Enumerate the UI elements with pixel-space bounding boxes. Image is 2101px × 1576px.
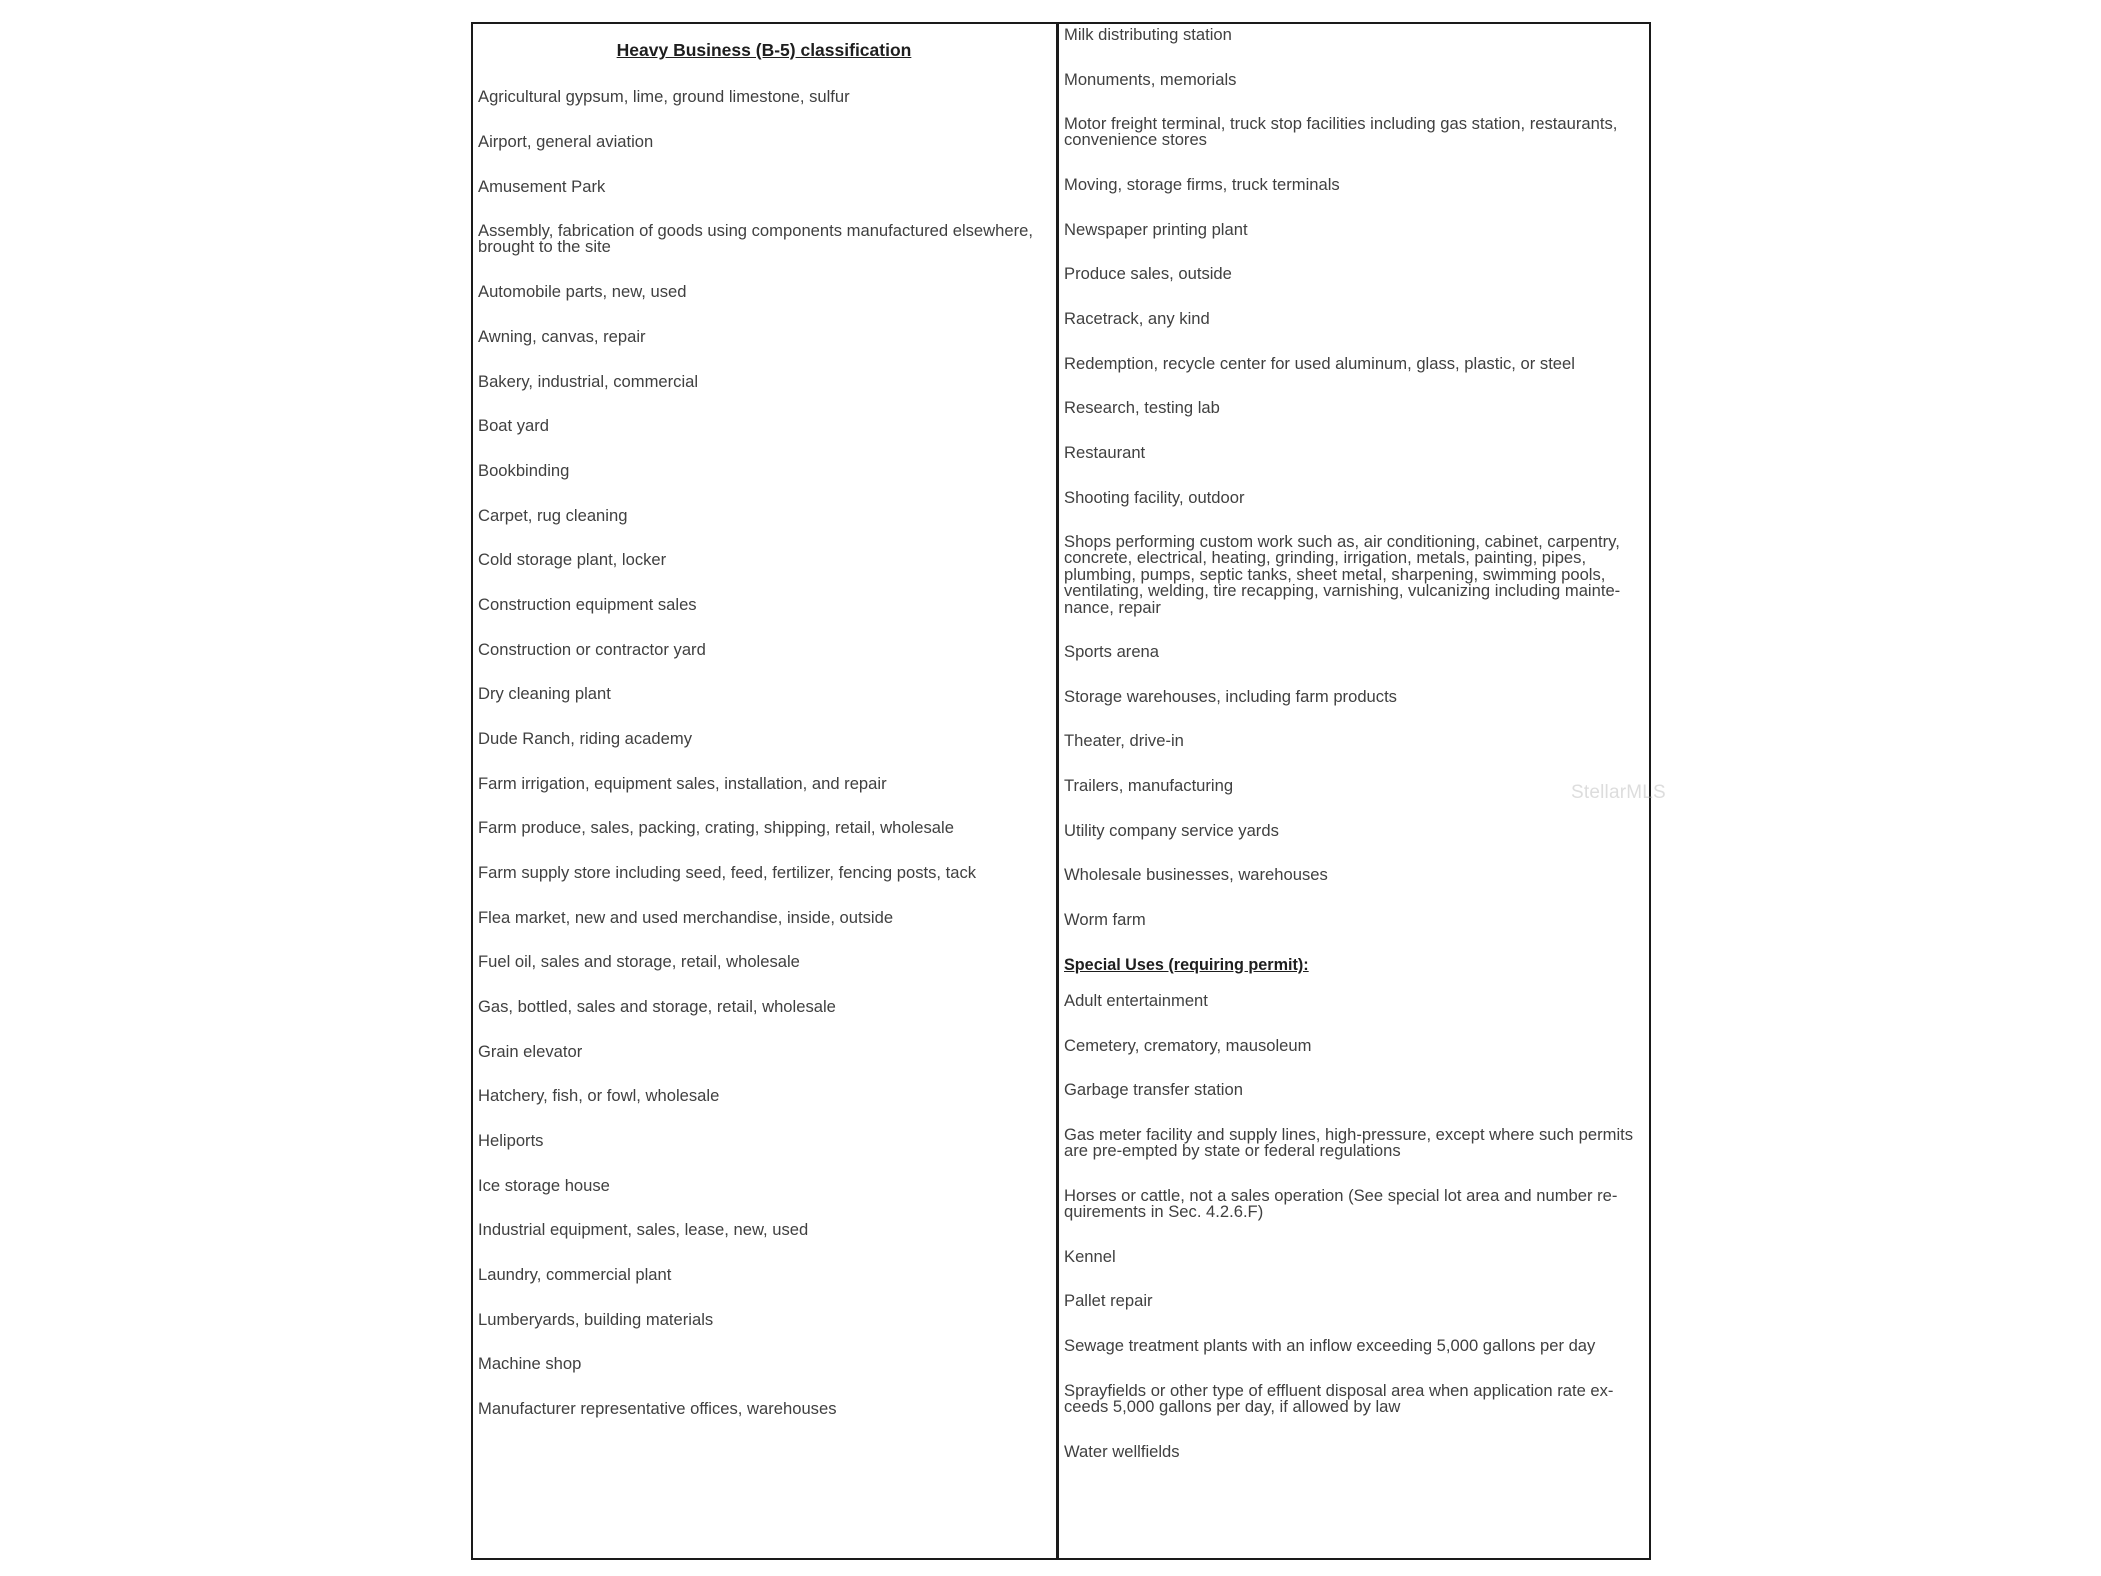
list-item: Bookbinding	[478, 461, 570, 480]
list-item: Sprayfields or other type of effluent disposal area when application rate ex-ceeds 5,000 gallons per day, if allowed by law	[1064, 1381, 1614, 1417]
list-item: Laundry, commercial plant	[478, 1265, 672, 1284]
list-item: Farm produce, sales, packing, crating, shipping, retail, wholesale	[478, 818, 954, 837]
list-item: Fuel oil, sales and storage, retail, wholesale	[478, 952, 800, 971]
list-item: Motor freight terminal, truck stop facilities including gas station, restaurants, convenience stores	[1064, 114, 1618, 150]
list-item: Sports arena	[1064, 642, 1160, 661]
list-item: Redemption, recycle center for used aluminum, glass, plastic, or steel	[1064, 354, 1575, 373]
list-item: Construction equipment sales	[478, 595, 697, 614]
list-item: Utility company service yards	[1064, 821, 1279, 840]
list-item: Lumberyards, building materials	[478, 1310, 714, 1329]
list-item: Machine shop	[478, 1354, 582, 1373]
list-item: Newspaper printing plant	[1064, 220, 1248, 239]
list-item: Industrial equipment, sales, lease, new, used	[478, 1220, 809, 1239]
list-item: Monuments, memorials	[1064, 70, 1237, 89]
list-item: Bakery, industrial, commercial	[478, 372, 699, 391]
list-item: Moving, storage firms, truck terminals	[1064, 175, 1340, 194]
list-item: Cold storage plant, locker	[478, 550, 667, 569]
list-item: Pallet repair	[1064, 1291, 1153, 1310]
list-item: Heliports	[478, 1131, 544, 1150]
list-item: Trailers, manufacturing	[1064, 776, 1234, 795]
list-item: Kennel	[1064, 1247, 1116, 1266]
list-item: Awning, canvas, repair	[478, 327, 646, 346]
list-item: Worm farm	[1064, 910, 1146, 929]
list-item: Shooting facility, outdoor	[1064, 488, 1245, 507]
column-divider	[1056, 22, 1059, 1560]
list-item: Farm supply store including seed, feed, fertilizer, fencing posts, tack	[478, 863, 977, 882]
list-item: Ice storage house	[478, 1176, 610, 1195]
list-item: Automobile parts, new, used	[478, 282, 687, 301]
list-item: Assembly, fabrication of goods using components manufactured elsewhere, brought to the site	[478, 221, 1033, 257]
special-uses-heading: Special Uses (requiring permit):	[1064, 956, 1309, 974]
list-item: Sewage treatment plants with an inflow exceeding 5,000 gallons per day	[1064, 1336, 1596, 1355]
list-item: Cemetery, crematory, mausoleum	[1064, 1036, 1312, 1055]
list-item: Amusement Park	[478, 177, 606, 196]
page-title: Heavy Business (B-5) classification	[616, 40, 912, 60]
list-item: Adult entertainment	[1064, 991, 1208, 1010]
list-item: Theater, drive-in	[1064, 731, 1184, 750]
list-item: Dude Ranch, riding academy	[478, 729, 692, 748]
list-item: Racetrack, any kind	[1064, 309, 1210, 328]
list-item: Manufacturer representative offices, warehouses	[478, 1399, 837, 1418]
list-item: Shops performing custom work such as, air conditioning, cabinet, carpentry, concrete, electrical, heating, grinding, irrigation, metals, painting, pipes, plumbing, pumps, septic tanks, sheet metal, sharpening, swimming pools, ventilating, welding, tire recapping, varnishing, vulcanizing including mainte-nance, repair	[1064, 532, 1621, 617]
list-item: Agricultural gypsum, lime, ground limestone, sulfur	[478, 87, 850, 106]
list-item: Storage warehouses, including farm products	[1064, 687, 1397, 706]
list-item: Dry cleaning plant	[478, 684, 611, 703]
list-item: Produce sales, outside	[1064, 264, 1232, 283]
list-item: Airport, general aviation	[478, 132, 654, 151]
list-item: Gas, bottled, sales and storage, retail, wholesale	[478, 997, 836, 1016]
list-item: Water wellfields	[1064, 1442, 1180, 1461]
list-item: Carpet, rug cleaning	[478, 506, 628, 525]
list-item: Wholesale businesses, warehouses	[1064, 865, 1328, 884]
list-item: Milk distributing station	[1064, 25, 1232, 44]
list-item: Garbage transfer station	[1064, 1080, 1243, 1099]
list-item: Research, testing lab	[1064, 398, 1220, 417]
list-item: Grain elevator	[478, 1042, 583, 1061]
list-item: Restaurant	[1064, 443, 1146, 462]
list-item: Boat yard	[478, 416, 550, 435]
list-item: Construction or contractor yard	[478, 640, 706, 659]
list-item: Hatchery, fish, or fowl, wholesale	[478, 1086, 720, 1105]
list-item: Farm irrigation, equipment sales, installation, and repair	[478, 774, 887, 793]
list-item: Flea market, new and used merchandise, inside, outside	[478, 908, 894, 927]
list-item: Gas meter facility and supply lines, high-pressure, except where such permits are pre-empted by state or federal regulations	[1064, 1125, 1634, 1161]
watermark: StellarMLS	[1571, 782, 1666, 803]
list-item: Horses or cattle, not a sales operation (See special lot area and number re-quirements in Sec. 4.2.6.F)	[1064, 1186, 1618, 1222]
